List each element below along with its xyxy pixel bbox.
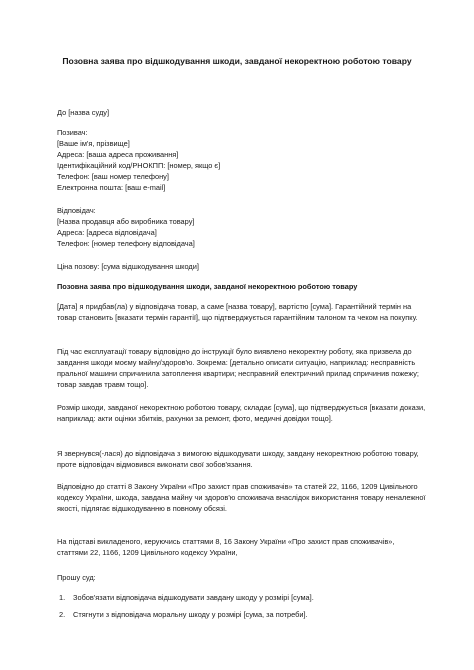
plaintiff-heading: Позивач: (57, 128, 88, 137)
plaintiff-block (57, 127, 427, 193)
list-number: 2. (59, 610, 66, 619)
defendant-heading: Відповідач: (57, 206, 96, 215)
paragraph-4 (57, 448, 427, 470)
paragraph-text: Під час експлуатації товару відповідно до інструкції було виявлено некоректну роботу, яка призвела до завдання шкоди моєму майну/здоров'ю. Зокрема: [детально описати ситуацію, наприклад: несправність пральної машини спричинила затоплення квартири; несправний електричний прилад спричинив пожежу; товар завдав травм тощо]. (57, 347, 419, 389)
defendant-name: [Назва продавця або виробника товару] (57, 217, 195, 226)
request-heading (57, 572, 427, 583)
paragraph-text: На підставі викладеного, керуючись статтями 8, 16 Закону України «Про захист прав споживачів», статтями 22, 1166, 1209 Цивільного кодексу України, (57, 537, 395, 557)
list-text: Стягнути з відповідача моральну шкоду у розмірі [сума, за потреби]. (73, 610, 308, 619)
list-item (57, 609, 427, 620)
paragraph-text: Відповідно до статті 8 Закону України «Про захист прав споживачів» та статей 22, 1166, 1209 Цивільного кодексу України, шкода, завдана майну чи здоров'ю споживача внаслідок використання товару неналежної якості, підлягає відшкодуванню в повному обсязі. (57, 482, 426, 513)
paragraph-1 (57, 301, 427, 323)
court-line (57, 107, 427, 118)
list-text: Зобов'язати відповідача відшкодувати завдану шкоду у розмірі [сума]. (73, 593, 314, 602)
list-item (57, 592, 427, 603)
defendant-block (57, 205, 427, 249)
defendant-phone: Телефон: [номер телефону відповідача] (57, 239, 195, 248)
paragraph-5 (57, 481, 427, 514)
claim-price-text: Ціна позову: [сума відшкодування шкоди] (57, 262, 199, 271)
section-title (57, 281, 427, 292)
request-heading-text: Прошу суд: (57, 573, 96, 582)
paragraph-text: Я звернувся(-лася) до відповідача з вимогою відшкодувати шкоду, завдану некоректною роботою товару, проте відповідач відмовився виконати свої зобов'язання. (57, 449, 419, 469)
paragraph-3 (57, 402, 427, 424)
request-list (57, 592, 427, 620)
plaintiff-phone: Телефон: [ваш номер телефону] (57, 172, 169, 181)
plaintiff-tax-id: Ідентифікаційний код/РНОКПП: [номер, якщо є] (57, 161, 221, 170)
list-number: 1. (59, 593, 66, 602)
paragraph-text: [Дата] я придбав(ла) у відповідача товар, а саме [назва товару], вартістю [сума]. Гарантійний термін на товар становить [вказати термін гарантії], що підтверджується гарантійним талоном та чеком на покупку. (57, 302, 418, 322)
paragraph-6 (57, 536, 427, 558)
paragraph-text: Розмір шкоди, завданої некоректною роботою товару, складає [сума], що підтверджується [вказати докази, наприклад: акти оцінки збитків, рахунки за ремонт, фото, медичні довідки тощо]. (57, 403, 426, 423)
paragraph-2 (57, 346, 427, 390)
document-title: Позовна заява про відшкодування шкоди, завданої некоректною роботою товару (62, 56, 412, 66)
plaintiff-name: [Ваше ім'я, прізвище] (57, 139, 130, 148)
claim-price (57, 261, 427, 272)
section-title-text: Позовна заява про відшкодування шкоди, завданої некоректною роботою товару (57, 282, 358, 291)
defendant-address: Адреса: [адреса відповідача] (57, 228, 157, 237)
plaintiff-email: Електронна пошта: [ваш e-mail] (57, 183, 166, 192)
plaintiff-address: Адреса: [ваша адреса проживання] (57, 150, 179, 159)
court-text: До [назва суду] (57, 108, 110, 117)
